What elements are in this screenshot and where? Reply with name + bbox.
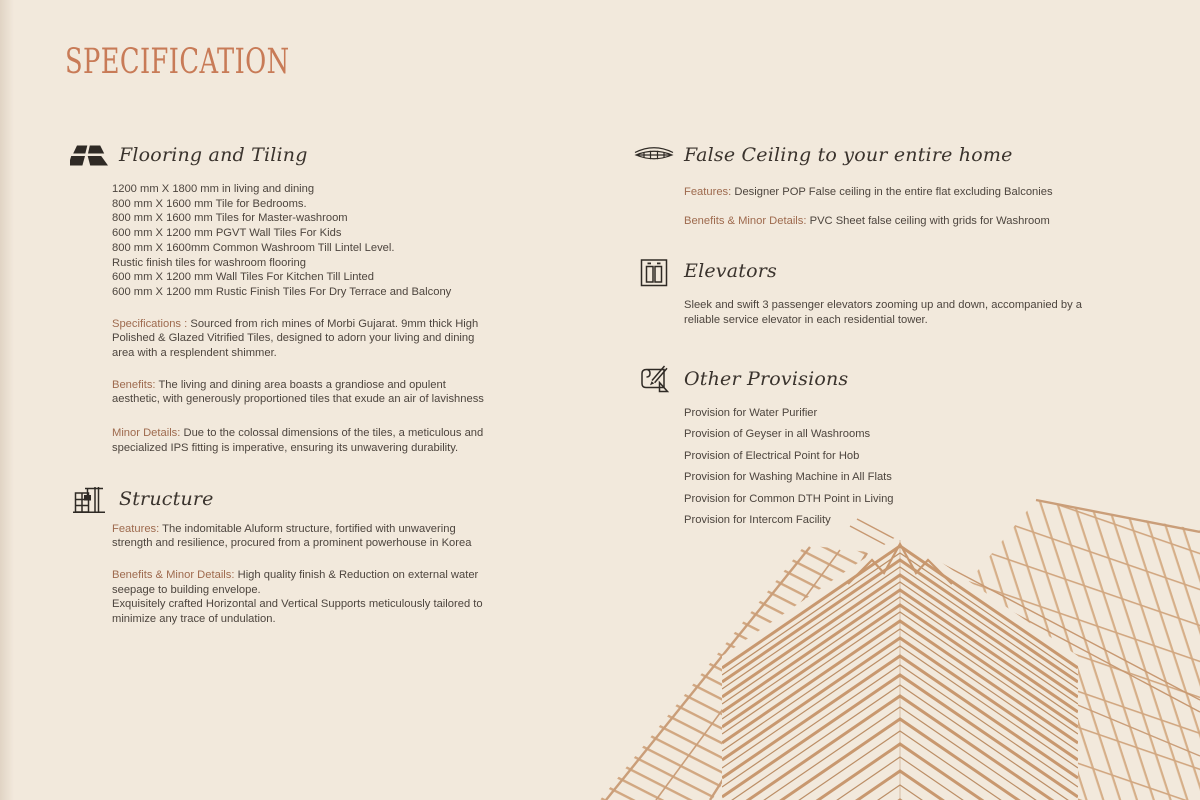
structure-heading: Structure xyxy=(119,487,214,510)
section-elevators xyxy=(633,257,1113,327)
list-item: 800 mm X 1600mm Common Washroom Till Lintel Level. xyxy=(112,241,395,254)
section-flooring xyxy=(68,141,498,456)
elevators-section-header xyxy=(633,257,1113,285)
section-other-provisions xyxy=(633,365,1113,528)
list-item: 1200 mm X 1800 mm in living and dining xyxy=(112,183,315,195)
paragraph-text: PVC Sheet false ceiling with grids for Washroom xyxy=(809,214,1050,227)
flooring-benefits-paragraph xyxy=(112,378,496,407)
page-title: SPECIFICATION xyxy=(65,40,290,82)
paragraph-text: High quality finish & Reduction on external water seepage to building envelope. xyxy=(112,568,479,596)
right-column xyxy=(633,141,1113,535)
false-ceiling-section-header xyxy=(633,141,1113,169)
list-item: Provision for Water Purifier xyxy=(684,406,818,419)
false-ceiling-icon xyxy=(633,145,675,165)
list-item: Provision of Geyser in all Washrooms xyxy=(684,428,871,441)
paragraph-text: Sourced from rich mines of Morbi Gujarat. 9mm thick High Polished & Glazed Vitrified Tiles, designed to adorn your living and dining area with a resplendent shimmer. xyxy=(112,317,479,360)
flooring-specifications-paragraph xyxy=(112,317,496,361)
left-column xyxy=(68,141,498,627)
paragraph-text: The living and dining area boasts a grandiose and opulent aesthetic, with generously proportioned tiles that exude an air of lavishness xyxy=(112,378,484,406)
list-item: 600 mm X 1200 mm PGVT Wall Tiles For Kids xyxy=(112,227,342,240)
false-ceiling-body xyxy=(684,185,1114,228)
other-provisions-body xyxy=(684,406,1114,528)
section-structure xyxy=(68,485,498,627)
false-ceiling-benefits-paragraph xyxy=(684,214,1068,229)
floor-tiles-icon xyxy=(68,144,110,167)
list-item: 800 mm X 1600 mm Tile for Bedrooms. xyxy=(112,197,307,210)
building-wireframe-illustration xyxy=(600,490,1200,800)
structure-benefits-paragraph xyxy=(112,568,496,627)
list-item: 800 mm X 1600 mm Tiles for Master-washroom xyxy=(112,212,348,225)
list-item: Provision of Electrical Point for Hob xyxy=(684,449,860,462)
paragraph-text: Due to the colossal dimensions of the tiles, a meticulous and specialized IPS fitting is imperative, ensuring its unwavering durability. xyxy=(112,427,484,454)
flooring-minor-details-paragraph xyxy=(112,426,496,455)
list-item: 600 mm X 1200 mm Wall Tiles For Kitchen Till Linted xyxy=(112,271,374,284)
elevators-heading: Elevators xyxy=(684,260,777,283)
blueprint-pencil-icon xyxy=(633,362,675,396)
page-edge-shade xyxy=(0,0,14,800)
paragraph-label: Benefits & Minor Details: xyxy=(112,568,235,581)
other-provisions-section-header xyxy=(633,365,1113,393)
section-false-ceiling xyxy=(633,141,1113,228)
tile-size-list xyxy=(112,182,498,300)
paragraph-label: Specifications : xyxy=(112,317,188,330)
list-item: Provision for Washing Machine in All Flats xyxy=(684,471,892,484)
false-ceiling-features-paragraph xyxy=(684,185,1068,200)
elevators-body xyxy=(684,298,1114,327)
paragraph-text: The indomitable Aluform structure, fortified with unwavering strength and resilience, procured from a prominent powerhouse in Korea xyxy=(112,522,472,550)
structure-features-paragraph xyxy=(112,522,496,551)
flooring-body xyxy=(112,182,498,456)
paragraph-label: Benefits: xyxy=(112,378,156,391)
provisions-list xyxy=(684,406,1114,528)
list-item: Rustic finish tiles for washroom flooring xyxy=(112,256,306,269)
structure-section-header xyxy=(68,485,498,513)
paragraph-text-line2: Exquisitely crafted Horizontal and Vertical Supports meticulously tailored to minimize any trace of undulation. xyxy=(112,598,483,626)
paragraph-label: Benefits & Minor Details: xyxy=(684,214,807,227)
flooring-heading: Flooring and Tiling xyxy=(119,144,308,166)
paragraph-label: Features: xyxy=(112,522,160,535)
list-item: Provision for Common DTH Point in Living xyxy=(684,492,894,505)
paragraph-label: Features: xyxy=(684,186,732,198)
paragraph-text: Designer POP False ceiling in the entire flat excluding Balconies xyxy=(734,186,1053,198)
paragraph-label: Minor Details: xyxy=(112,427,181,440)
construction-crane-icon xyxy=(68,483,110,515)
flooring-section-header xyxy=(68,141,498,169)
list-item: 600 mm X 1200 mm Rustic Finish Tiles For Dry Terrace and Balcony xyxy=(112,285,452,298)
elevators-paragraph: Sleek and swift 3 passenger elevators zooming up and down, accompanied by a reliable service elevator in each residential tower. xyxy=(684,299,1083,327)
list-item: Provision for Intercom Facility xyxy=(684,514,831,527)
elevator-icon xyxy=(633,255,675,287)
other-provisions-heading: Other Provisions xyxy=(684,367,849,390)
false-ceiling-heading: False Ceiling to your entire home xyxy=(684,144,1013,166)
structure-body xyxy=(112,522,498,627)
